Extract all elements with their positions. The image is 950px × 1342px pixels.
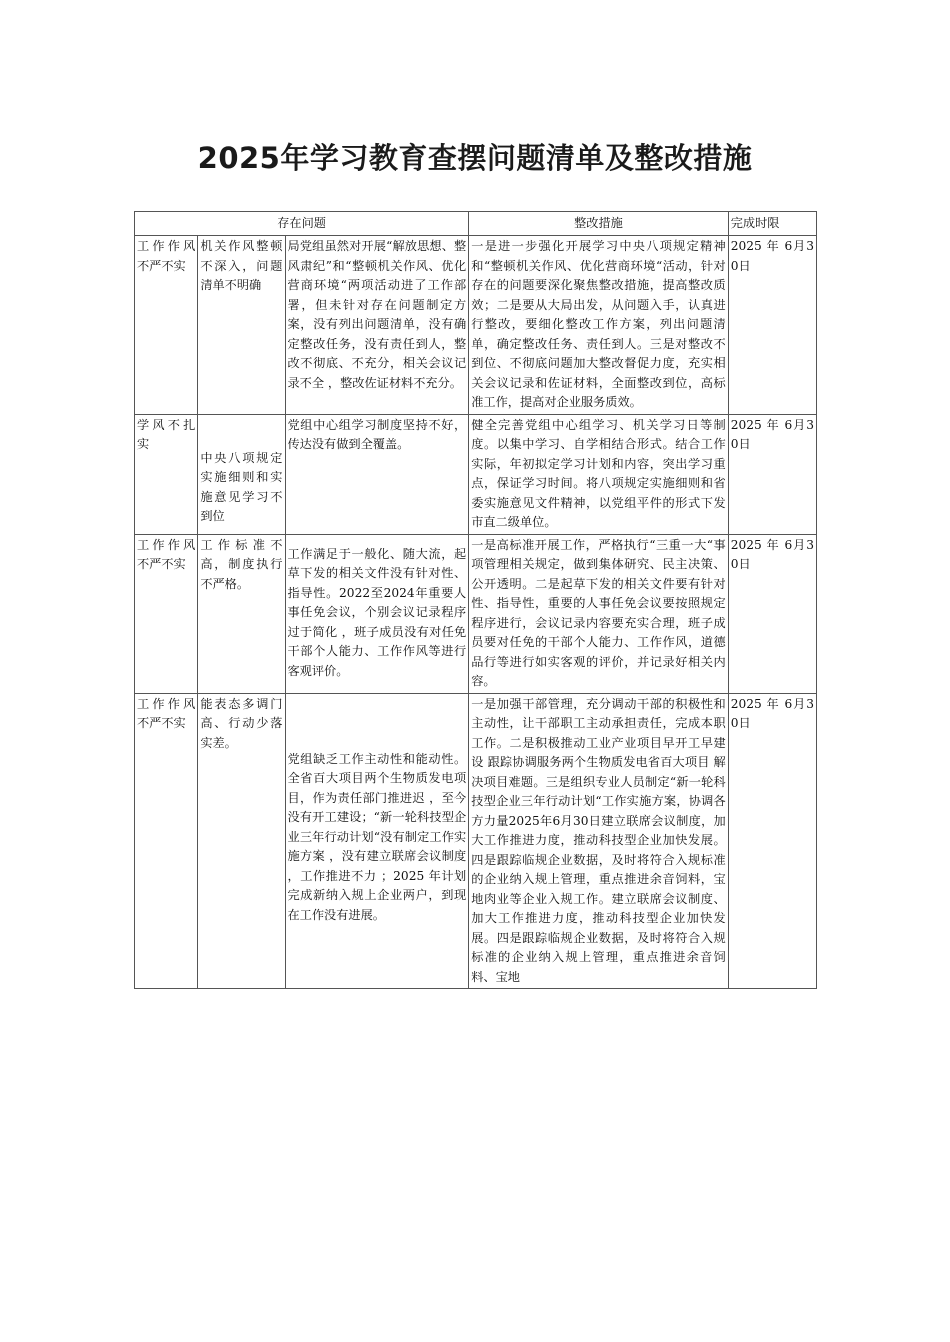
row-measure: 一是进一步强化开展学习中央八项规定精神和“整顿机关作风、优化营商环境“活动，针对存在的问题要深化聚焦整改措施，提高整改质效；二是要从大局出发，从问题入手，认真进行整改，要细化整改工作方案，列出问题清单，确定整改任务、责任到人。三是对整改不到位、不彻底问题加大整改督促力度，充实相关会议记录和佐证材料，全面整改到位，高标准工作，提高对企业服务质效。 bbox=[469, 236, 729, 415]
row-measure: 一是高标准开展工作，严格执行“三重一大“事项管理相关规定，做到集体研究、民主决策、公开透明。二是起草下发的相关文件要有针对性、指导性，重要的人事任免会议要按照规定程序进行，会议记录内容要充实合理，班子成员要对任免的干部个人能力、工作作风，道德品行等进行如实客观的评价，并记录好相关内容。 bbox=[469, 534, 729, 693]
row-category: 工作作风不严不实 bbox=[135, 693, 198, 989]
row-category: 工作作风不严不实 bbox=[135, 236, 198, 415]
row-deadline: 2025 年 6月30日 bbox=[728, 414, 816, 534]
table-row bbox=[135, 236, 817, 415]
table-row bbox=[135, 693, 817, 989]
header-deadline: 完成时限 bbox=[728, 212, 816, 236]
table-row bbox=[135, 534, 817, 693]
row-problem: 机关作风整顿不深入，问题清单不明确 bbox=[198, 236, 285, 415]
row-problem: 中央八项规定实施细则和实施意见学习不到位 bbox=[198, 414, 285, 534]
header-measures: 整改措施 bbox=[469, 212, 729, 236]
row-problem: 工作标准不高，制度执行不严格。 bbox=[198, 534, 285, 693]
row-measure: 一是加强干部管理，充分调动干部的积极性和主动性，让干部职工主动承担责任，完成本职工作。二是积极推动工业产业项目早开工早建设 跟踪协调服务两个生物质发电省百大项目 解决项目难题。三是组织专业人员制定“新一轮科技型企业三年行动计划“工作实施方案，协调各方力量2025年6月30日建立联席会议制度，加大工作推进力度，推动科技型企业加快发展。四是跟踪临规企业数据，及时将符合入规标准的企业纳入规上管理，重点推进余音饲料，宝地肉业等企业入规工作。建立联席会议制度、加大工作推进力度，推动科技型企业加快发展。四是跟踪临规企业数据，及时将符合入规标准的企业纳入规上管理，重点推进余音饲料、宝地 bbox=[469, 693, 729, 989]
table-header-row bbox=[135, 212, 817, 236]
row-category: 工作作风不严不实 bbox=[135, 534, 198, 693]
row-deadline: 2025 年 6月30日 bbox=[728, 236, 816, 415]
row-detail: 局党组虽然对开展“解放思想、整风肃纪”和“整顿机关作风、优化营商环境“两项活动进了工作部署，但未针对存在问题制定方案，没有列出问题清单，没有确定整改任务，没有责任到人，整改不彻底、不充分，相关会议记录不全 ，整改佐证材料不充分。 bbox=[285, 236, 469, 415]
row-deadline: 2025 年 6月30日 bbox=[728, 693, 816, 989]
row-measure: 健全完善党组中心组学习、机关学习日等制度。以集中学习、自学相结合形式。结合工作实际，年初拟定学习计划和内容，突出学习重点，保证学习时间。将八项规定实施细则和省委实施意见文件精神，以党组平件的形式下发市直二级单位。 bbox=[469, 414, 729, 534]
row-detail: 党组缺乏工作主动性和能动性。全省百大项目两个生物质发电项目，作为责任部门推进迟 ，至今没有开工建设；“新一轮科技型企业三年行动计划“没有制定工作实施方案 ，没有建立联席会议制度 ，工作推进不力 ；2025 年计划完成新纳入规上企业两户，到现在工作没有进展。 bbox=[285, 693, 469, 989]
row-detail: 党组中心组学习制度坚持不好，传达没有做到全覆盖。 bbox=[285, 414, 469, 534]
row-category: 学风不扎实 bbox=[135, 414, 198, 534]
row-deadline: 2025 年 6月30日 bbox=[728, 534, 816, 693]
page-title: 2025年学习教育查摆问题清单及整改措施 bbox=[197, 141, 753, 175]
table-row bbox=[135, 414, 817, 534]
rectification-table bbox=[134, 211, 817, 989]
row-detail: 工作满足于一般化、随大流，起草下发的相关文件没有针对性、指导性。2022至2024年重要人事任免会议，个别会议记录程序过于简化 ，班子成员没有对任免干部个人能力、工作作风等进行客观评价。 bbox=[285, 534, 469, 693]
header-issues: 存在问题 bbox=[135, 212, 469, 236]
row-problem: 能表态多调门高、行动少落实差。 bbox=[198, 693, 285, 989]
